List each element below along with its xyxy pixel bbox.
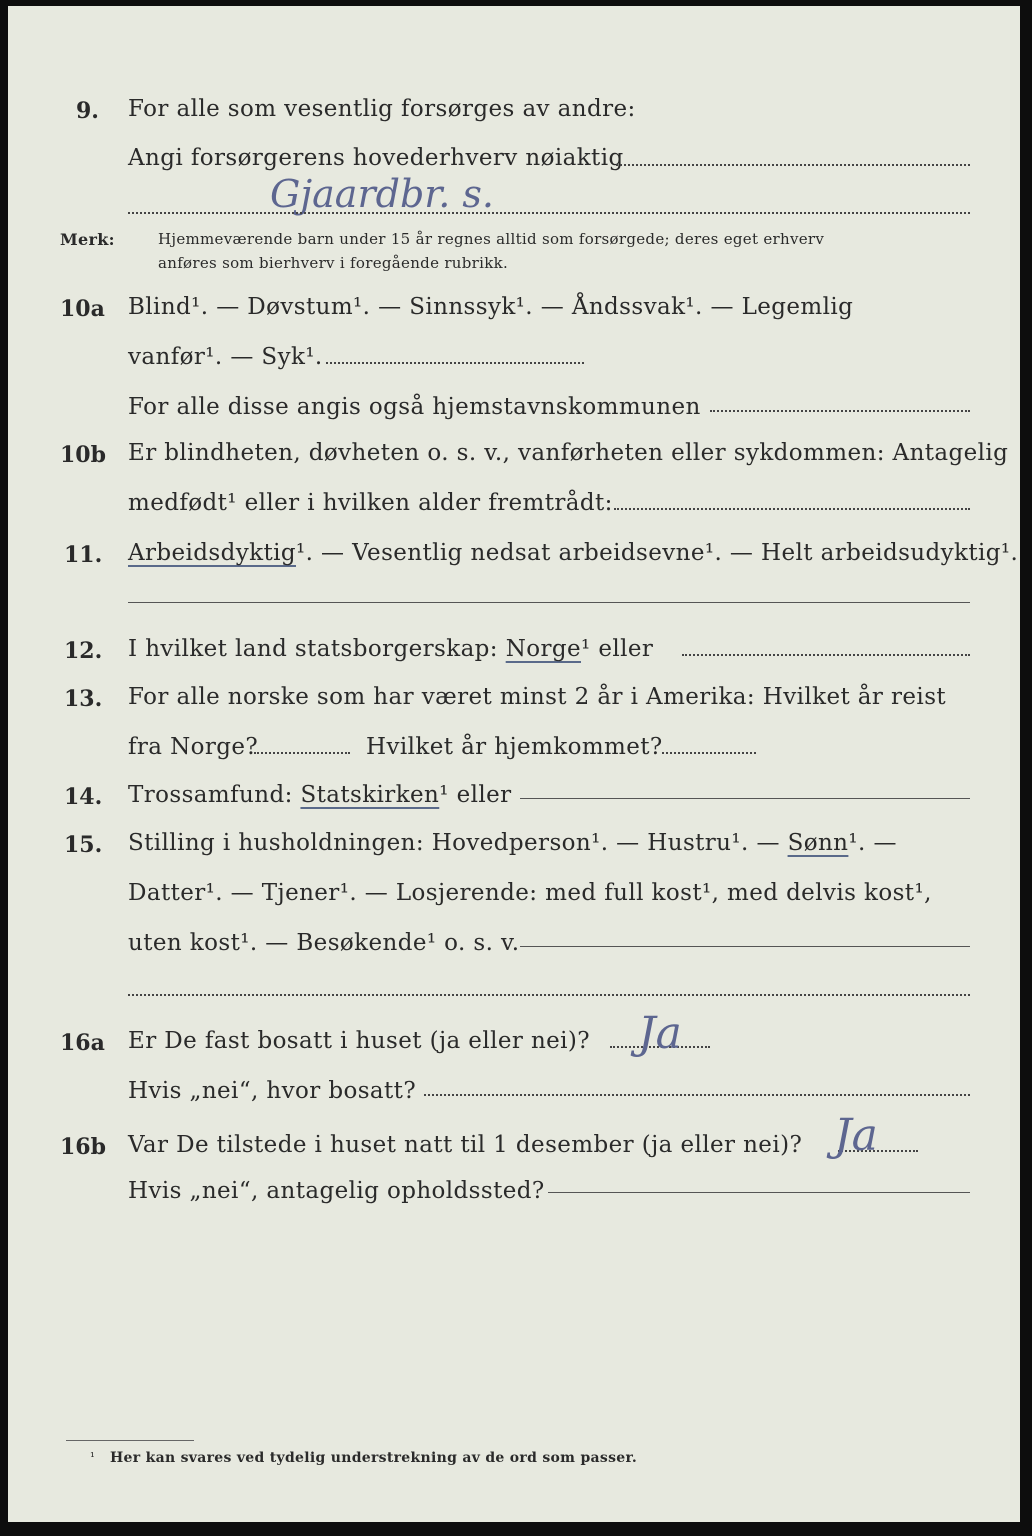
q16b-number: 16b bbox=[60, 1134, 106, 1160]
q10b-line1: Er blindheten, døvheten o. s. v., vanførheten eller sykdommen: Antagelig bbox=[128, 440, 1009, 466]
q15-answer-line bbox=[520, 946, 970, 947]
q10a-number: 10a bbox=[60, 296, 105, 322]
q10b-line2: medfødt¹ eller i hvilken alder fremtrådt: bbox=[128, 490, 613, 516]
merk-label: Merk: bbox=[60, 230, 115, 249]
q15-number: 15. bbox=[64, 832, 103, 858]
q12-number: 12. bbox=[64, 638, 103, 664]
q11-number: 11. bbox=[64, 542, 103, 568]
q15-answer-line-2 bbox=[128, 994, 970, 996]
merk-line1: Hjemmeværende barn under 15 år regnes alltid som forsørgede; deres eget erhverv bbox=[158, 230, 825, 248]
q13-line2a: fra Norge? bbox=[128, 734, 259, 760]
q12-post: ¹ eller bbox=[581, 636, 654, 662]
q12-text bbox=[128, 636, 653, 662]
q15-line3: uten kost¹. — Besøkende¹ o. s. v. bbox=[128, 930, 520, 956]
q9-line1: For alle som vesentlig forsørges av andre: bbox=[128, 96, 636, 122]
q16a-bosatt-line bbox=[424, 1094, 970, 1096]
q14-pre: Trossamfund: bbox=[128, 782, 293, 808]
q13-hjemkommet-line bbox=[662, 752, 756, 754]
q9-answer-line bbox=[616, 164, 970, 166]
q15-line1-pre: Stilling i husholdningen: Hovedperson¹. — Hustru¹. — bbox=[128, 830, 780, 856]
q11-text bbox=[128, 540, 1018, 566]
merk-line2: anføres som bierhverv i foregående rubrikk. bbox=[158, 254, 509, 272]
q14-post: ¹ eller bbox=[439, 782, 512, 808]
q9-answer-line-2 bbox=[128, 212, 970, 214]
q16a-line1: Er De fast bosatt i huset (ja eller nei)? bbox=[128, 1028, 591, 1054]
q13-number: 13. bbox=[64, 686, 103, 712]
q13-line2b: Hvilket år hjemkommet? bbox=[366, 734, 663, 760]
q10b-answer-line bbox=[614, 508, 970, 510]
q13-reist-line bbox=[254, 752, 350, 754]
q16a-handwritten-answer: Ja bbox=[638, 1008, 682, 1059]
footnote-mark: ¹ bbox=[90, 1450, 96, 1464]
q10a-line3: For alle disse angis også hjemstavnskommunen bbox=[128, 394, 701, 420]
q12-pre: I hvilket land statsborgerskap: bbox=[128, 636, 498, 662]
q10a-answer-line bbox=[326, 362, 584, 364]
q12-norge-underlined: Norge bbox=[505, 636, 581, 662]
q15-sonn-underlined: Sønn bbox=[787, 830, 849, 856]
q15-line1 bbox=[128, 830, 897, 856]
footnote-text: Her kan svares ved tydelig understrekning av de ord som passer. bbox=[110, 1450, 638, 1466]
q14-answer-line bbox=[520, 798, 970, 799]
q9-handwritten-answer: Gjaardbr. s. bbox=[270, 172, 494, 216]
census-form-page bbox=[8, 6, 1020, 1522]
q15-line1-post: ¹. — bbox=[848, 830, 897, 856]
q10b-number: 10b bbox=[60, 442, 106, 468]
q11-arbeidsdyktig-underlined: Arbeidsdyktig bbox=[128, 540, 296, 566]
q11-answer-line bbox=[128, 602, 970, 603]
q11-rest: ¹. — Vesentlig nedsat arbeidsevne¹. — Helt arbeidsudyktig¹. bbox=[296, 540, 1019, 566]
q15-line2: Datter¹. — Tjener¹. — Losjerende: med full kost¹, med delvis kost¹, bbox=[128, 880, 932, 906]
q9-line2: Angi forsørgerens hovederhverv nøiaktig bbox=[128, 145, 624, 171]
q14-statskirken-underlined: Statskirken bbox=[300, 782, 440, 808]
q10a-line2: vanfør¹. — Syk¹. bbox=[128, 344, 323, 370]
q10a-line1: Blind¹. — Døvstum¹. — Sinnssyk¹. — Åndssvak¹. — Legemlig bbox=[128, 294, 854, 320]
q13-line1: For alle norske som har været minst 2 år i Amerika: Hvilket år reist bbox=[128, 684, 947, 710]
q16b-opholdssted-line bbox=[548, 1192, 970, 1193]
q14-number: 14. bbox=[64, 784, 103, 810]
q16a-number: 16a bbox=[60, 1030, 105, 1056]
q10a-hjemstavn-line bbox=[710, 410, 970, 412]
footnote-rule bbox=[66, 1440, 194, 1441]
q12-answer-line bbox=[682, 654, 970, 656]
q16b-line1: Var De tilstede i huset natt til 1 desember (ja eller nei)? bbox=[128, 1132, 803, 1158]
q9-number: 9. bbox=[76, 98, 99, 124]
q16b-handwritten-answer: Ja bbox=[834, 1110, 878, 1161]
q14-text bbox=[128, 782, 512, 808]
q16a-line2: Hvis „nei“, hvor bosatt? bbox=[128, 1078, 417, 1104]
q16b-line2: Hvis „nei“, antagelig opholdssted? bbox=[128, 1178, 545, 1204]
